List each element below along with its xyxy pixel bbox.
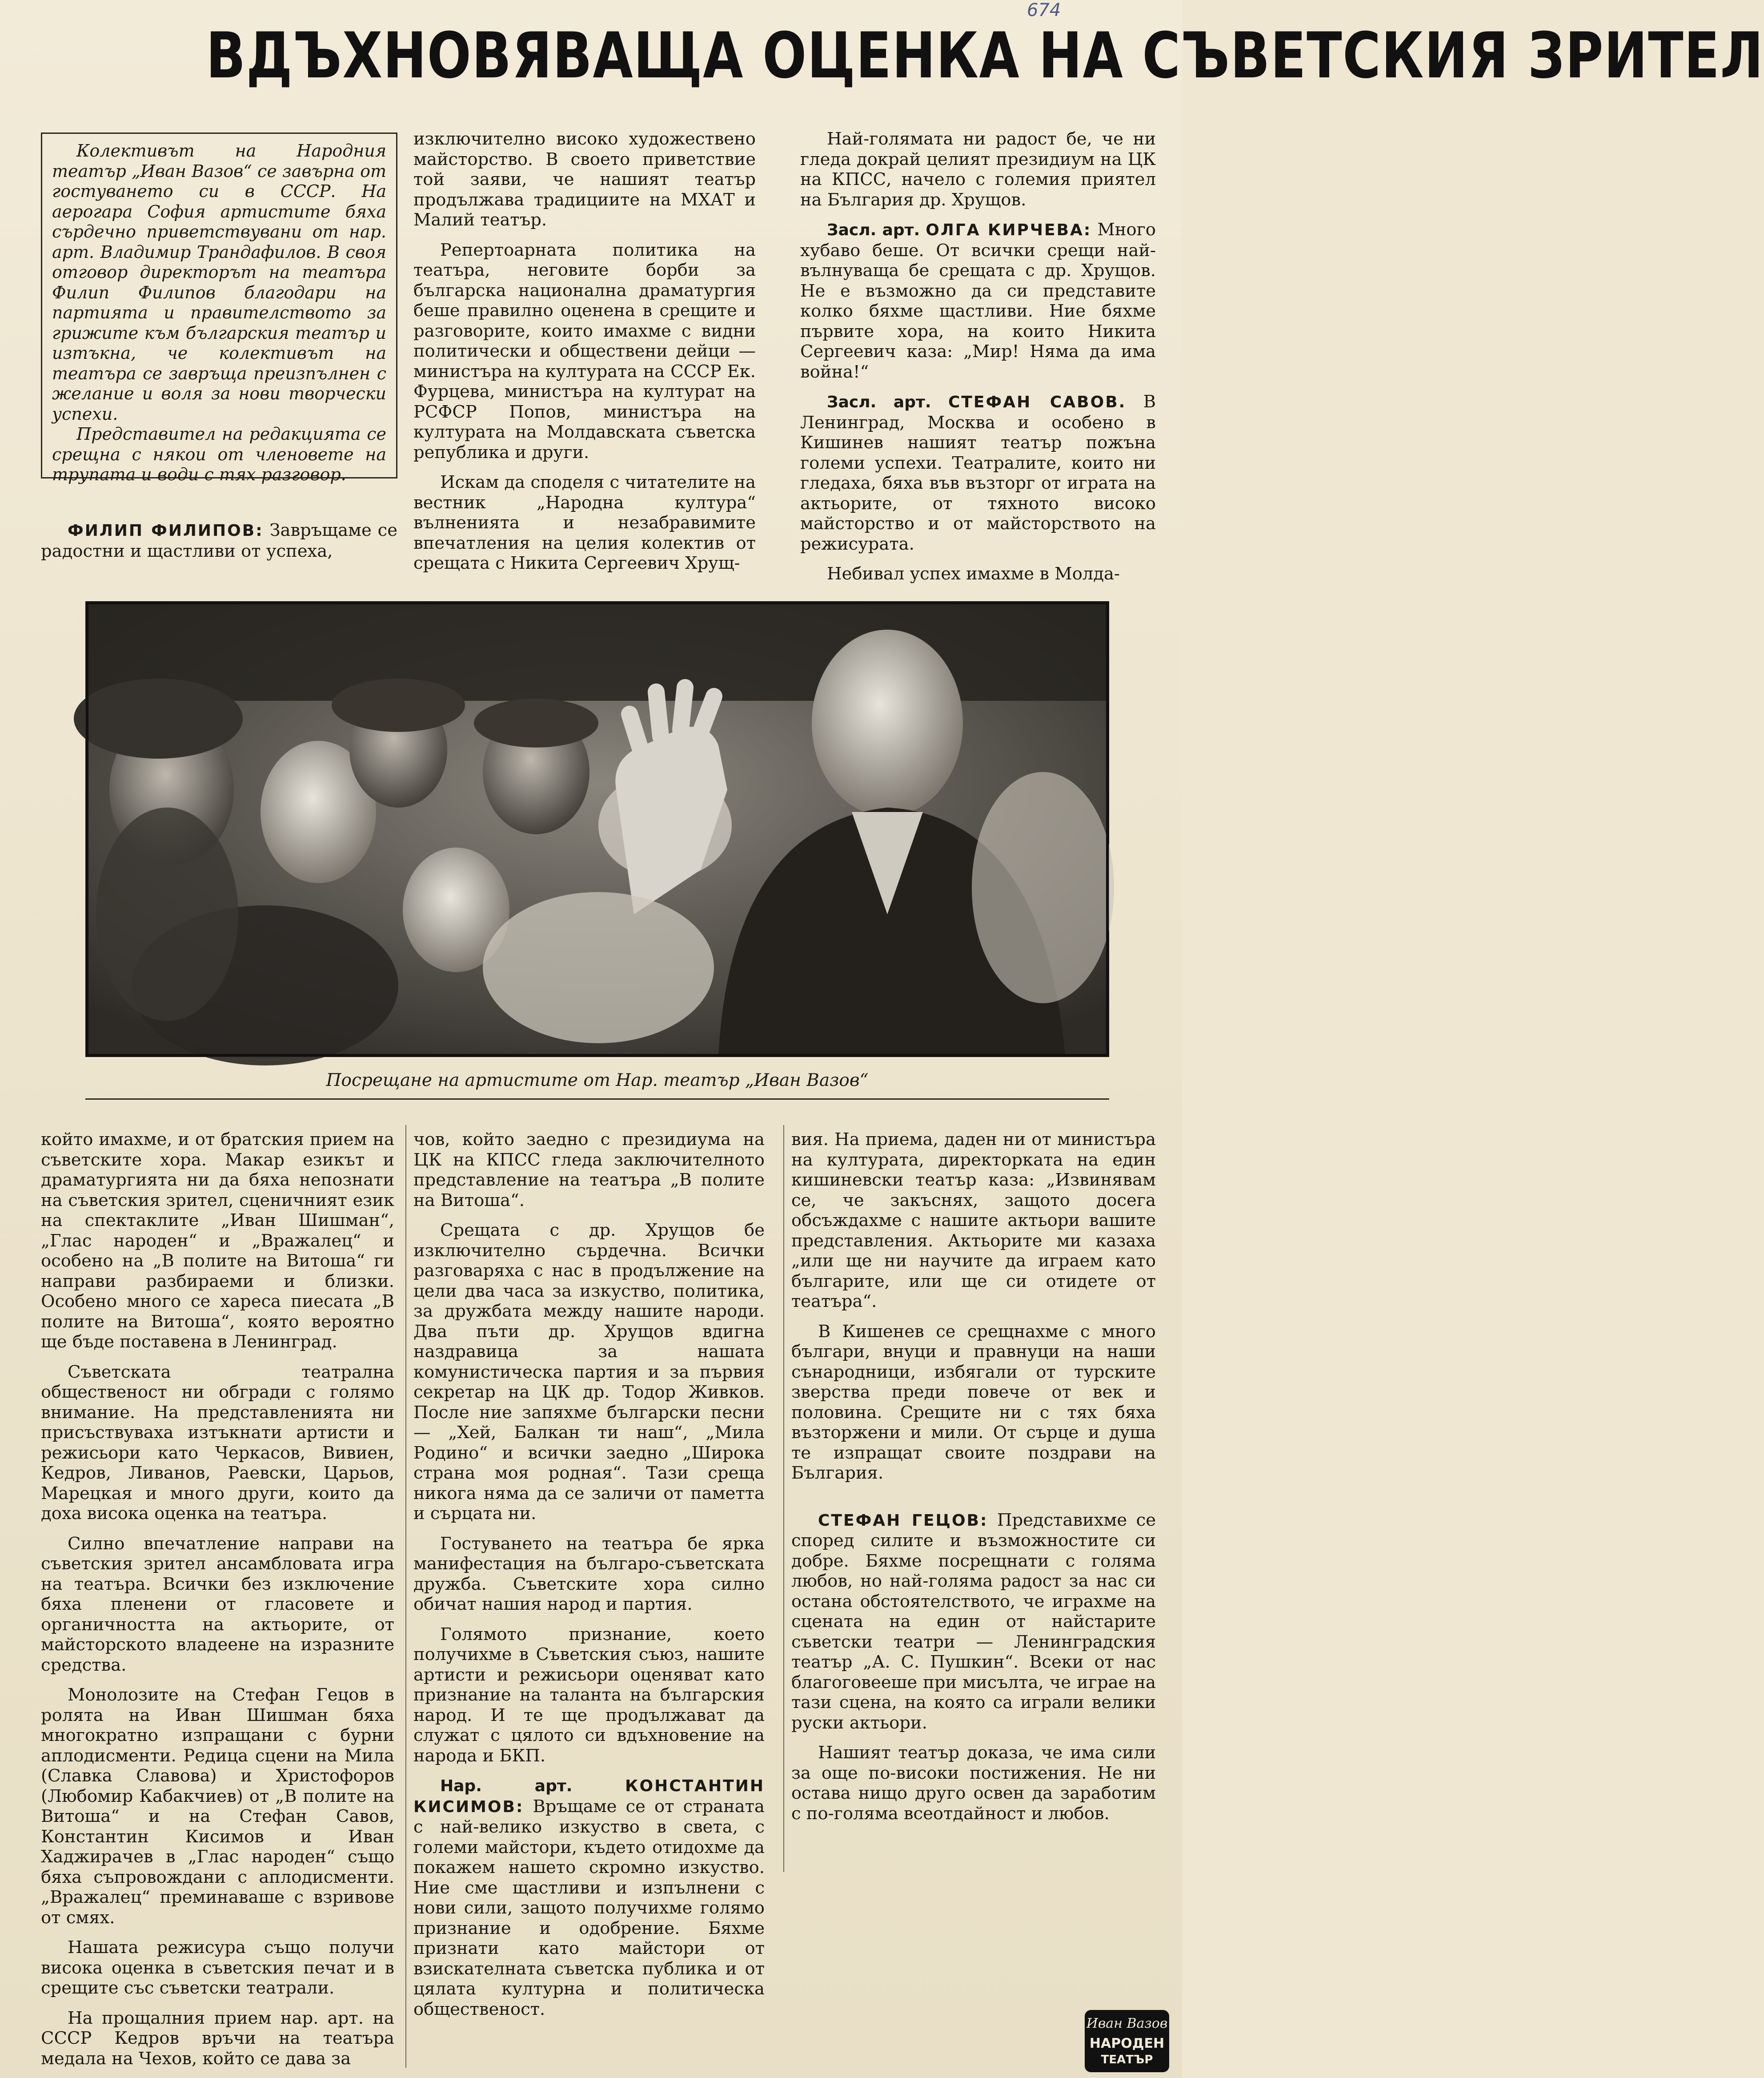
paragraph: Нашата режисура също получи висока оценка в съветския печат и в срещите със съветски театрали.: [41, 1937, 394, 1998]
news-photo: [85, 601, 1109, 1057]
speaker-text: Връщаме се от страната с най-велико изкуство в света, с големи майстори, където отидохме да покажем нашето скромно изкуство. Ние сме щастливи и изпълнени с нови сили, защото получихме голямо признание и одобрение. Бяхме признати като майстори от взискателната съветска публика и от цялата културна и политическа общественост.: [413, 1796, 765, 2019]
column-3-bottom: [791, 1129, 1156, 1824]
column-1-bottom: [41, 1129, 394, 2069]
column-1-top: [41, 520, 397, 561]
paragraph: Голямото признание, което получихме в Съветския съюз, нашите артисти и режисьори оценяват като признание на таланта на българския народ. И те ще продължават да служат с цялото си вдъхновение на народа и БКП.: [413, 1624, 765, 1766]
column-2-bottom: [413, 1129, 765, 2019]
stamp-line: ТЕАТЪР: [1101, 2053, 1153, 2066]
speaker-text: В Ленинград, Москва и особено в Кишинев нашият театър пожъна големи успехи. Театралите, които ни гледаха, бяха във възторг от играта на актьорите, от тяхното високо майсторство и от майсторството на режисурата.: [800, 392, 1156, 554]
column-rule: [783, 1125, 784, 1872]
stamp-logo-icon: [1085, 2010, 1169, 2072]
paragraph: Искам да споделя с читателите на вестник „Народна култура“ вълненията и незабравимите впечатления на целия колектив от срещата с Никита Сергеевич Хрущ-: [413, 472, 756, 573]
speaker-name: СТЕФАН ГЕЦОВ:: [818, 1511, 988, 1530]
paragraph: [41, 520, 397, 561]
speaker-text: Представихме се според силите и възможностите си добре. Бяхме посрещнати с голяма любов, но най-голяма радост за нас си остана обстоятелството, че играхме на сцената на един от найстарите съветски театри — Ленинградския театър „А. С. Пушкин“. Всеки от нас благоговееше при мисълта, че играе на тази сцена, на която са играли велики руски актьори.: [791, 1510, 1156, 1733]
speaker-text: Много хубаво беше. От всички срещи най-вълнуваща бе срещата с др. Хрущов. Не е възможно да си представите колко бяхме щастливи. Ние бяхме първите хора, на които Никита Сергеевич каза: „Мир! Няма да има война!“: [800, 220, 1156, 382]
column-3-top: [800, 129, 1156, 584]
theatre-archive-stamp: [1085, 2010, 1169, 2072]
speaker-title: Засл. арт.: [827, 393, 931, 411]
divider: [85, 1098, 1109, 1100]
stamp-line: Иван Вазов: [1086, 2016, 1168, 2031]
paragraph: На прощалния прием нар. арт. на СССР Кедров връчи на театъра медала на Чехов, който се дава за: [41, 2008, 394, 2069]
paragraph: чов, който заедно с президиума на ЦК на КПСС гледа заключителното представление на театъра „В полите на Витоша“.: [413, 1129, 765, 1210]
speaker-name: ФИЛИП ФИЛИПОВ:: [68, 522, 264, 540]
speaker-name: КОНСТАНТИН КИСИМОВ:: [413, 1777, 765, 1816]
paragraph: Нашият театър доказа, че има сили за още по-високи постижения. Не ни остава нищо друго освен да заработим с по-голяма всеотдайност и любов.: [791, 1743, 1156, 1824]
paragraph: изключително високо художествено майсторство. В своето приветствие той заяви, че нашият театър продължава традициите на МХАТ и Малий театър.: [413, 129, 756, 230]
paragraph: Силно впечатление направи на съветския зрител ансамбловата игра на театъра. Всички без изключение бяха пленени от гласовете и органичността на актьорите, от майсторското владеене на изразните средства.: [41, 1533, 394, 1675]
paragraph: [791, 1510, 1156, 1733]
headline: ВДЪХНОВЯВАЩА ОЦЕНКА НА СЪВЕТСКИЯ ЗРИТЕЛ: [206, 19, 1764, 92]
paragraph: [800, 392, 1156, 554]
paragraph: който имахме, и от братския прием на съветските хора. Макар езикът и драматургията ни да бяха непознати на съветския зрител, сценичният език на спектаклите „Иван Шишман“, „Глас народен“ и „Вражалец“ и особено на „В полите на Витоша“ ги направи разбираеми и близки. Особено много се хареса пиесата „В полите на Витоша“, която вероятно ще бъде поставена в Ленинград.: [41, 1129, 394, 1352]
paragraph: [800, 220, 1156, 382]
intro-paragraph: Представител на редакцията се срещна с някои от членовете на трупата и води с тях разговор.: [52, 424, 386, 484]
paragraph: Монолозите на Стефан Гецов в ролята на Иван Шишман бяха многократно изпращани с бурни аплодисменти. Редица сцени на Мила (Славка Славова) и Христофоров (Любомир Кабакчиев) от „В полите на Витоша“ и на Стефан Савов, Константин Кисимов и Иван Хаджирачев в „Глас народен“ също бяха съпровождани с аплодисменти. „Вражалец“ преминаваше с взривове от смях.: [41, 1685, 394, 1928]
page-number-mark: 674: [1027, 0, 1061, 20]
paragraph: [413, 1776, 765, 2019]
paragraph: Гостуването на театъра бе ярка манифестация на българо-съветската дружба. Съветските хора силно обичат нашия народ и партия.: [413, 1533, 765, 1614]
paragraph: вия. На приема, даден ни от министъра на културата, директорката на един кишиневски театър каза: „Извинявам се, че закъснях, защото досега обсъждахме с нашите актьори вашите представления. Актьорите ми казаха „или ще ни научите да играем като българите, или ще си отидете от театъра“.: [791, 1129, 1156, 1311]
speaker-title: Нар. арт.: [440, 1777, 573, 1795]
paragraph: Най-голямата ни радост бе, че ни гледа докрай целият президиум на ЦК на КПСС, начело с големия приятел на България др. Хрущов.: [800, 129, 1156, 210]
paragraph: Срещата с др. Хрущов бе изключително сърдечна. Всички разговаряха с нас в продължение на цели два часа за изкуство, политика, за дружбата между нашите народи. Два пъти др. Хрущов вдигна наздравица за нашата комунистическа партия и за първия секретар на ЦК др. Тодор Живков. После ние запяхме български песни — „Хей, Балкан ти наш“, „Мила Родино“ и всички заедно „Широка страна моя родная“. Тази среща никога няма да се заличи от паметта и сърцата ни.: [413, 1220, 765, 1523]
paragraph: Репертоарната политика на театъра, неговите борби за българска национална драматургия беше правилно оценена в срещите и разговорите, които имахме с видни политически и обществени дейци — министъра на културата на СССР Ек. Фурцева, министъра на културат на РСФСР Попов, министъра на културата на Молдавската съветска република и други.: [413, 240, 756, 462]
column-rule: [405, 1125, 406, 2068]
paragraph: Съветската театрална общественост ни обгради с голямо внимание. На представленията ни присъствуваха изтъкнати артисти и режисьори като Черкасов, Вивиен, Кедров, Ливанов, Раевски, Царьов, Марецкая и много други, които да доха висока оценка на театъра.: [41, 1362, 394, 1523]
column-2-top: [413, 129, 756, 574]
paragraph: В Кишенев се срещнахме с много българи, внуци и правнуци на наши сънародници, избягали от турските зверства преди повече от век и половина. Срещите ни с тях бяха възторжени и мили. От сърце и душа те изпращат своите поздрави на България.: [791, 1321, 1156, 1483]
stamp-line: НАРОДЕН: [1089, 2036, 1165, 2051]
speaker-text: Завръщаме се радостни и щастливи от успеха,: [41, 520, 397, 561]
photo-caption: Посрещане на артистите от Нар. театър „Иван Вазов“: [326, 1070, 869, 1090]
speaker-name: СТЕФАН САВОВ.: [948, 393, 1127, 411]
speaker-name: ОЛГА КИРЧЕВА:: [926, 221, 1092, 239]
intro-paragraph: Колективът на Народния театър „Иван Вазов“ се завърна от гостуването си в СССР. На аерогара София артистите бяха сърдечно приветствувани от нар. арт. Владимир Трандафилов. В своя отговор директорът на театъра Филип Филипов благодари на партията и правителството за грижите към българския театър и изтъкна, че колективът на театъра се завръща преизпълнен с желание и воля за нови творчески успехи.: [52, 141, 386, 424]
speaker-title: Засл. арт.: [827, 221, 920, 239]
intro-box: [41, 133, 397, 484]
crowd-photo-illustration: [87, 603, 1107, 1055]
paragraph: Небивал успех имахме в Молда-: [827, 564, 1120, 584]
